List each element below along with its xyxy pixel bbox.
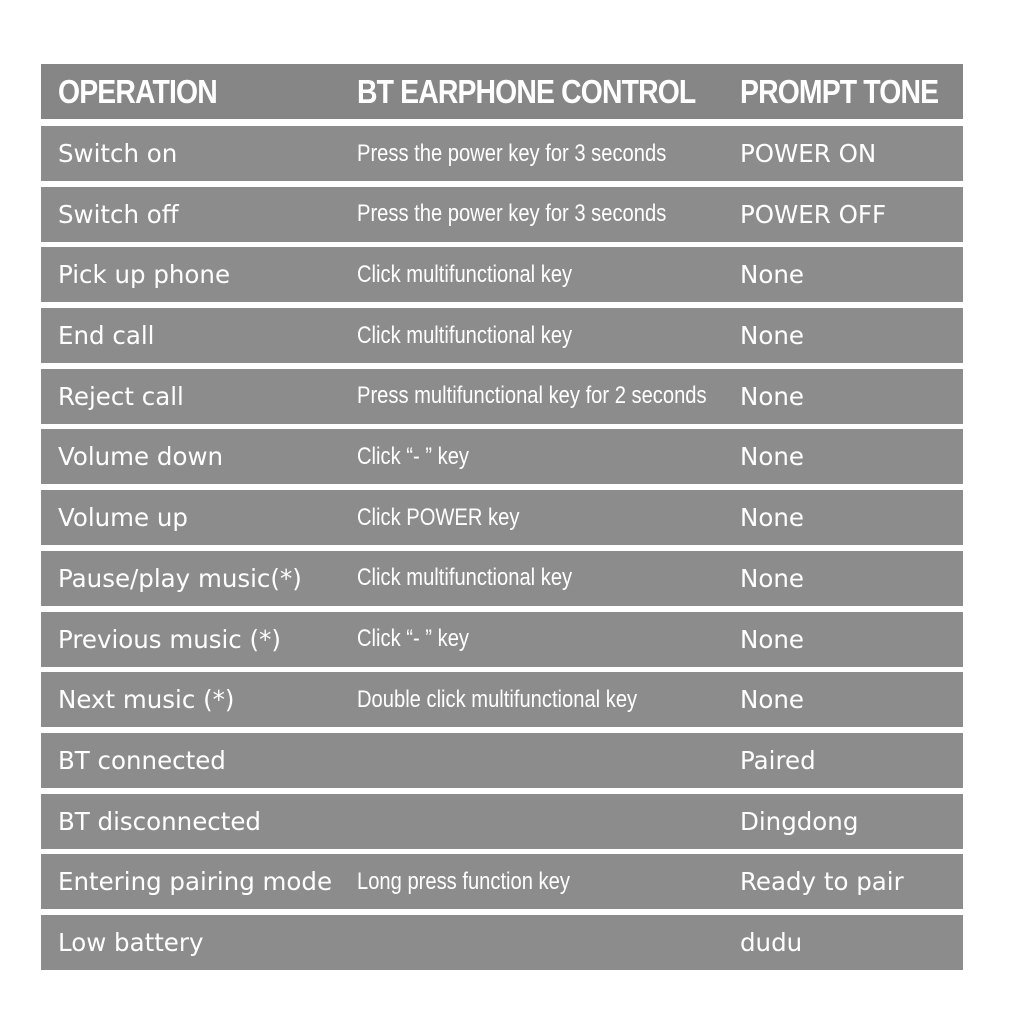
header-prompt-tone: PROMPT TONE <box>740 72 939 110</box>
table-row <box>41 126 963 181</box>
operation-cell: BT disconnected <box>58 806 261 836</box>
prompt-tone-cell: None <box>740 442 804 472</box>
operation-cell: Pick up phone <box>58 260 231 290</box>
prompt-tone-cell: None <box>740 624 804 654</box>
table-row <box>41 369 963 424</box>
operation-cell: Volume down <box>58 442 224 472</box>
operation-cell: Low battery <box>58 927 204 957</box>
control-cell: Click multifunctional key <box>357 564 573 592</box>
prompt-tone-cell: POWER OFF <box>740 199 887 229</box>
control-cell: Click multifunctional key <box>357 260 573 288</box>
control-cell: Click “- ” key <box>357 442 469 470</box>
prompt-tone-cell: None <box>740 503 804 533</box>
prompt-tone-cell: None <box>740 381 804 411</box>
table-header-row <box>41 64 963 119</box>
table-row <box>41 672 963 727</box>
operation-table <box>41 64 963 976</box>
table-row <box>41 854 963 909</box>
control-cell: Double click multifunctional key <box>357 685 638 713</box>
prompt-tone-cell: None <box>740 260 804 290</box>
prompt-tone-cell: POWER ON <box>740 139 877 168</box>
prompt-tone-cell: None <box>740 321 804 351</box>
operation-cell: Next music (*) <box>58 685 235 715</box>
table-row <box>41 247 963 302</box>
header-operation: OPERATION <box>58 72 217 110</box>
operation-cell: Reject call <box>58 381 184 411</box>
control-cell: Long press function key <box>357 867 570 895</box>
operation-cell: End call <box>58 321 155 351</box>
prompt-tone-cell: Paired <box>740 745 816 775</box>
table-row <box>41 551 963 606</box>
operation-cell: BT connected <box>58 745 226 775</box>
table-row <box>41 612 963 667</box>
table-row <box>41 429 963 484</box>
header-bt-earphone-control: BT EARPHONE CONTROL <box>357 72 696 110</box>
control-cell: Click multifunctional key <box>357 321 573 349</box>
operation-cell: Switch off <box>58 199 179 229</box>
prompt-tone-cell: None <box>740 685 804 715</box>
prompt-tone-cell: Ready to pair <box>740 867 904 897</box>
operation-cell: Pause/play music(*) <box>58 563 302 593</box>
operation-cell: Switch on <box>58 139 178 168</box>
table-row <box>41 187 963 242</box>
operation-cell: Volume up <box>58 503 188 533</box>
table-row <box>41 490 963 545</box>
control-cell: Press multifunctional key for 2 seconds <box>357 382 707 410</box>
control-cell: Click POWER key <box>357 503 520 531</box>
prompt-tone-cell: Dingdong <box>740 806 859 836</box>
control-cell: Press the power key for 3 seconds <box>357 200 667 228</box>
operation-cell: Entering pairing mode <box>58 867 333 897</box>
table-row <box>41 794 963 849</box>
control-cell: Press the power key for 3 seconds <box>357 139 667 167</box>
table-row <box>41 308 963 363</box>
control-cell: Click “- ” key <box>357 625 469 652</box>
prompt-tone-cell: dudu <box>740 927 803 957</box>
table-row <box>41 733 963 788</box>
table-row <box>41 915 963 970</box>
operation-cell: Previous music (*) <box>58 624 281 654</box>
prompt-tone-cell: None <box>740 563 804 593</box>
